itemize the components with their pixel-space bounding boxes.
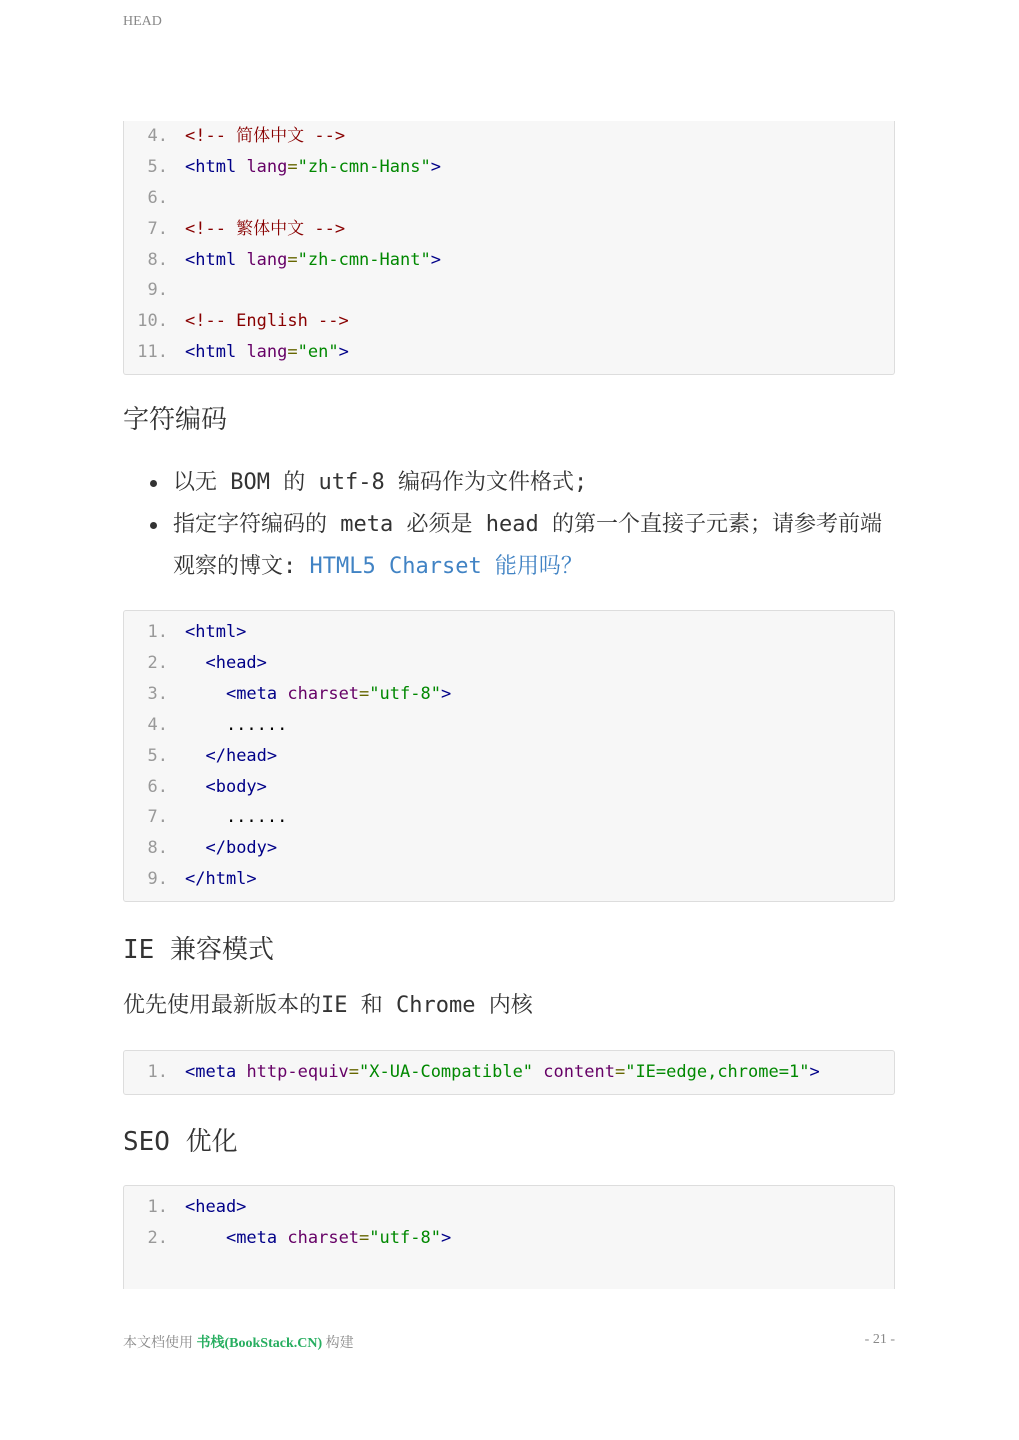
code-token: content [543,1062,615,1083]
heading-charset: 字符编码 [123,405,228,436]
code-line [124,245,894,276]
code-line [124,648,894,679]
line-number: 4. [147,714,168,735]
code-token: <html [185,249,237,270]
code-line [124,710,894,741]
code-source [168,833,277,864]
line-number: 6. [147,776,168,797]
line-number: 4. [147,126,168,146]
code-line [124,152,894,183]
code-token: charset [287,1227,360,1248]
code-source [168,802,287,833]
line-number: 6. [147,187,168,208]
code-token: > [430,249,441,270]
code-token: ...... [185,807,288,828]
line-number: 1. [147,1062,168,1083]
code-token: <!-- English --> [185,311,349,332]
code-source [168,710,287,741]
code-block-lang [123,121,895,375]
code-block-ie [123,1050,895,1095]
code-source [168,617,246,648]
code-token [277,684,287,704]
code-token [185,653,205,673]
code-source [168,864,257,895]
code-token: "zh-cmn-Hans" [297,156,431,177]
code-line [124,679,894,710]
code-line [124,306,894,337]
code-token: lang [246,342,288,363]
code-source [168,183,185,214]
bullet-text: 以无 BOM 的 utf-8 编码作为文件格式; [173,470,588,496]
page-number: - 21 - [864,1332,895,1347]
code-token: ...... [185,714,288,735]
code-source [168,772,267,803]
code-token: "utf-8" [369,1227,441,1248]
code-token: = [359,683,370,704]
line-number: 8. [147,249,168,270]
code-token: <html [185,342,237,363]
footer-credit [123,1332,354,1352]
code-token: http-equiv [246,1062,349,1083]
code-line [124,617,894,648]
code-token [236,157,246,177]
code-token: > [809,1062,820,1083]
line-number: 7. [147,807,168,828]
code-token: <html> [185,622,247,643]
code-token: = [287,156,298,177]
code-source [168,275,185,306]
code-source [168,1192,246,1223]
code-line [124,275,894,306]
code-line [124,1223,894,1254]
code-token: = [614,1062,626,1083]
code-line [124,337,894,368]
code-source [168,648,267,679]
footer-brand-link[interactable]: 书栈(BookStack.CN) [196,1336,323,1351]
code-token [185,746,205,766]
line-number: 10. [137,311,168,332]
line-number: 8. [147,838,168,859]
code-block-charset [123,610,895,902]
code-token: lang [246,249,288,270]
code-token [185,1228,226,1248]
code-token: <meta [185,1062,237,1083]
code-block-seo [123,1185,895,1289]
code-line [124,1057,894,1088]
line-number: 5. [147,156,168,177]
code-token [277,1228,287,1248]
code-token: </html> [185,869,257,890]
heading-seo: SEO 优化 [123,1127,238,1158]
bullet-item-bom [123,462,895,504]
code-token: > [430,156,441,177]
code-token: > [338,342,349,363]
code-line [124,802,894,833]
page-content [123,121,895,1319]
code-token: = [348,1062,360,1083]
line-number: 2. [147,653,168,674]
bullet-text: 指定字符编码的 meta 必须是 head 的第一个直接子元素；请参考前端观察的博文: [173,512,882,580]
code-token: <body> [205,776,267,797]
code-token: "en" [297,342,339,363]
code-token [236,250,246,270]
code-token: </head> [205,745,278,766]
code-token: = [359,1227,370,1248]
code-source [168,1057,820,1088]
code-token [185,777,205,797]
code-source [168,741,277,772]
code-source [168,152,441,183]
code-token: </body> [205,838,278,859]
code-token: "utf-8" [369,683,441,704]
charset-bullet-list [123,462,895,588]
line-number: 7. [147,218,168,239]
code-token: <meta [225,683,278,704]
code-source [168,306,349,337]
code-line [124,772,894,803]
line-number: 1. [147,1197,168,1218]
code-token: > [440,683,452,704]
code-token [533,1062,543,1082]
code-token: <meta [225,1227,278,1248]
code-token: "IE=edge,chrome=1" [625,1062,810,1083]
code-source [168,1223,451,1254]
code-line [124,121,894,152]
code-source [168,121,345,152]
code-source [168,214,345,245]
code-source [168,679,451,710]
line-number: 5. [147,745,168,766]
code-token: "zh-cmn-Hant" [297,249,431,270]
code-token: <html [185,156,237,177]
code-token: "X-UA-Compatible" [359,1062,534,1083]
code-source [168,337,349,368]
footer-prefix: 本文档使用 [123,1336,197,1351]
paragraph-ie: 优先使用最新版本的IE 和 Chrome 内核 [123,993,533,1019]
running-header: HEAD [123,14,162,29]
footer-suffix: 构建 [322,1336,354,1351]
code-line [124,183,894,214]
heading-ie-compat: IE 兼容模式 [123,935,274,966]
code-token [236,1062,246,1082]
code-token [185,838,205,858]
line-number: 11. [137,342,168,363]
code-line [124,214,894,245]
code-token: > [440,1227,452,1248]
code-token: = [287,249,298,270]
code-token: <!-- 繁体中文 --> [185,218,346,239]
code-line [124,864,894,895]
line-number: 9. [147,869,168,890]
code-token: <head> [205,653,267,674]
code-line [124,833,894,864]
code-token: <head> [185,1197,247,1218]
line-number: 3. [147,683,168,704]
link-html5-charset[interactable]: HTML5 Charset 能用吗？ [309,554,583,580]
line-number: 9. [147,280,168,301]
code-token: charset [287,683,360,704]
bullet-item-meta [123,504,895,588]
code-line [124,1192,894,1223]
line-number: 1. [147,622,168,643]
code-line [124,741,894,772]
code-token: = [287,342,298,363]
line-number: 2. [147,1227,168,1248]
code-token: <!-- 简体中文 --> [185,126,346,146]
code-token: lang [246,156,288,177]
code-source [168,245,441,276]
code-token [236,342,246,362]
code-token [185,684,226,704]
